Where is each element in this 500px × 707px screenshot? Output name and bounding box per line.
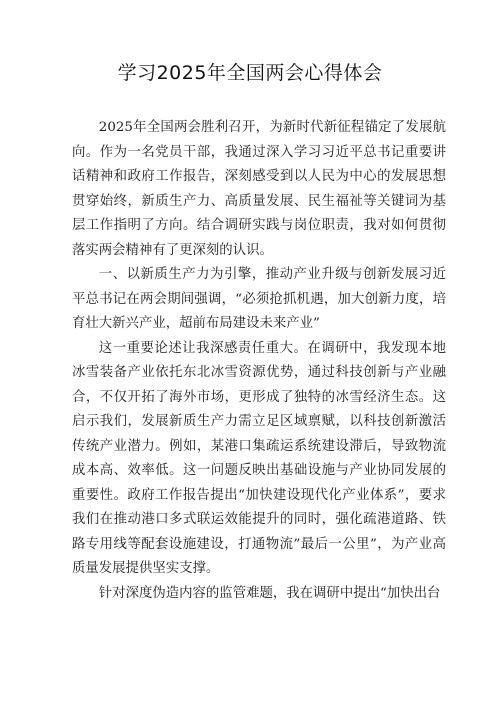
document-body: [72, 116, 446, 606]
paragraph: 2025年全国两会胜利召开，为新时代新征程锚定了发展航向。作为一名党员干部，我通过深入学习习近平总书记重要讲话精神和政府工作报告，深刻感受到以人民为中心的发展思想贯穿始终，新质生产力、高质量发展、民生福祉等关键词为基层工作指明了方向。结合调研实践与岗位职责，我对如何贯彻落实两会精神有了更深刻的认识。: [72, 120, 446, 258]
paragraph: 针对深度伪造内容的监管难题，我在调研中提出“加快出台: [98, 585, 441, 601]
paragraph: 这一重要论述让我深感责任重大。在调研中，我发现本地冰雪装备产业依托东北冰雪资源优势，通过科技创新与产业融合，不仅开拓了海外市场，更形成了独特的冰雪经济生态。这启示我们，发展新质生产力需立足区域禀赋，以科技创新激活传统产业潜力。例如，某港口集疏运系统建设滞后，导致物流成本高、效率低。这一问题反映出基础设施与产业协同发展的重要性。政府工作报告提出“加快建设现代化产业体系”，要求我们在推动港口多式联运效能提升的同时，强化疏港道路、铁路专用线等配套设施建设，打通物流”最后一公里”，为产业高质量发展提供坚实支撑。: [72, 340, 446, 576]
paragraph: 一、以新质生产力为引擎，推动产业升级与创新发展习近平总书记在两会期间强调，“必须抢抓机遇，加大创新力度，培育壮大新兴产业，超前布局建设未来产业”: [72, 267, 446, 331]
document-title: 学习2025年全国两会心得体会: [117, 62, 383, 84]
